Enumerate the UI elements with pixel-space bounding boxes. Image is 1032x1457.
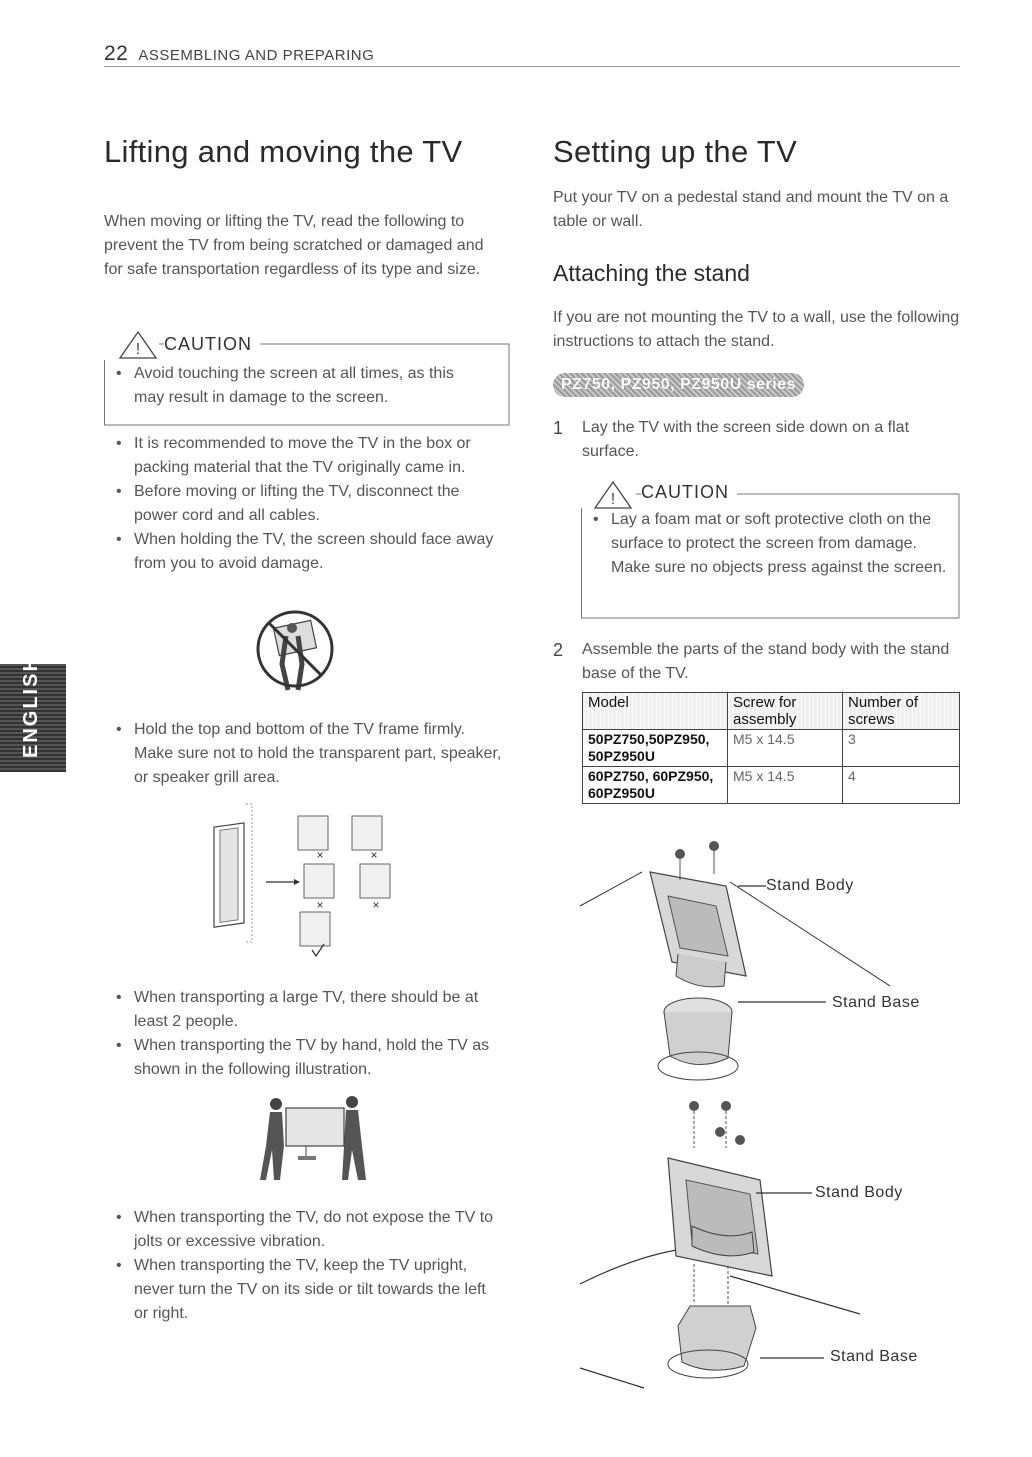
section-title: ASSEMBLING AND PREPARING [138, 47, 375, 64]
stand-base-label-1: Stand Base [832, 994, 920, 1011]
language-tab-label: ENGLISH [20, 655, 42, 758]
caution-list-left [104, 362, 484, 410]
attaching-stand-subtitle: Attaching the stand [553, 260, 750, 286]
list-item: • It is recommended to move the TV in the box or packing material that the TV originally came in. [104, 432, 504, 480]
x-mark: × [316, 848, 324, 862]
bullets-2 [104, 718, 504, 790]
caution-list-right [581, 508, 951, 580]
lifting-title: Lifting and moving the TV [104, 134, 463, 169]
table-cell: M5 x 14.5 [728, 767, 843, 804]
frame-hold-figure [208, 802, 408, 962]
caution-item: • Lay a foam mat or soft protective cloth on the surface to protect the screen from damage. Make sure no objects press against the screen. [581, 508, 951, 580]
list-item: • Before moving or lifting the TV, disconnect the power cord and all cables. [104, 480, 504, 528]
two-person-carry-figure [258, 1092, 368, 1182]
list-item: • When holding the TV, the screen should face away from you to avoid damage. [104, 528, 504, 576]
bullets-4 [104, 1206, 504, 1326]
table-cell: 3 [843, 730, 960, 767]
step-2-text: Assemble the parts of the stand body with the stand base of the TV. [582, 641, 950, 682]
table-header-row [583, 693, 960, 730]
attaching-intro: If you are not mounting the TV to a wall, use the following instructions to attach the stand. [553, 309, 960, 350]
stand-body-label-2: Stand Body [815, 1184, 903, 1201]
step-2-number: 2 [553, 640, 564, 660]
bullets-1 [104, 432, 504, 576]
setting-up-intro: Put your TV on a pedestal stand and mount the TV on a table or wall. [553, 189, 949, 230]
list-item: • Hold the top and bottom of the TV frame firmly. Make sure not to hold the transparent part, speaker, or speaker grill area. [104, 718, 504, 790]
table-header: Number of screws [843, 693, 960, 730]
page-number: 22 [104, 42, 129, 65]
stand-body-label-1: Stand Body [766, 877, 854, 894]
caution-box-right [581, 478, 961, 620]
header-rule [104, 66, 960, 67]
caution-title-right: CAUTION [641, 482, 737, 503]
table-cell: M5 x 14.5 [728, 730, 843, 767]
warning-triangle-icon [593, 480, 633, 510]
table-header: Screw for assembly [728, 693, 843, 730]
svg-text:!: ! [135, 341, 141, 358]
setting-up-title: Setting up the TV [553, 134, 798, 169]
caution-box-left [104, 330, 510, 426]
stand-assembly-figure-1 [580, 836, 900, 1086]
x-mark: × [370, 848, 378, 862]
screw-table [582, 692, 960, 804]
table-cell: 4 [843, 767, 960, 804]
list-item: • When transporting a large TV, there should be at least 2 people. [104, 986, 504, 1034]
table-cell: 50PZ750,50PZ950, 50PZ950U [583, 730, 728, 767]
table-row [583, 730, 960, 767]
warning-triangle-icon [118, 330, 158, 360]
caution-item: • Avoid touching the screen at all times, as this may result in damage to the screen. [104, 362, 484, 410]
table-row [583, 767, 960, 804]
page-header [104, 42, 374, 66]
series-badge: PZ750, PZ950, PZ950U series [553, 373, 804, 397]
caution-title-left: CAUTION [164, 334, 260, 355]
prohibited-hold-figure [256, 606, 336, 694]
svg-text:!: ! [610, 491, 616, 508]
x-mark: × [372, 898, 380, 912]
step-1-number: 1 [553, 418, 564, 438]
stand-base-label-2: Stand Base [830, 1348, 918, 1365]
list-item: • When transporting the TV by hand, hold the TV as shown in the following illustration. [104, 1034, 504, 1082]
lifting-intro: When moving or lifting the TV, read the following to prevent the TV from being scratched or damaged and for safe transportation regardless of its type and size. [104, 213, 484, 278]
list-item: • When transporting the TV, keep the TV upright, never turn the TV on its side or tilt towards the left or right. [104, 1254, 504, 1326]
bullets-3 [104, 986, 504, 1082]
table-header: Model [583, 693, 728, 730]
x-mark: × [316, 898, 324, 912]
step-1-text: Lay the TV with the screen side down on a flat surface. [582, 419, 910, 460]
table-cell: 60PZ750, 60PZ950, 60PZ950U [583, 767, 728, 804]
language-tab [0, 655, 66, 772]
stand-assembly-figure-2 [580, 1096, 900, 1388]
list-item: • When transporting the TV, do not expose the TV to jolts or excessive vibration. [104, 1206, 504, 1254]
